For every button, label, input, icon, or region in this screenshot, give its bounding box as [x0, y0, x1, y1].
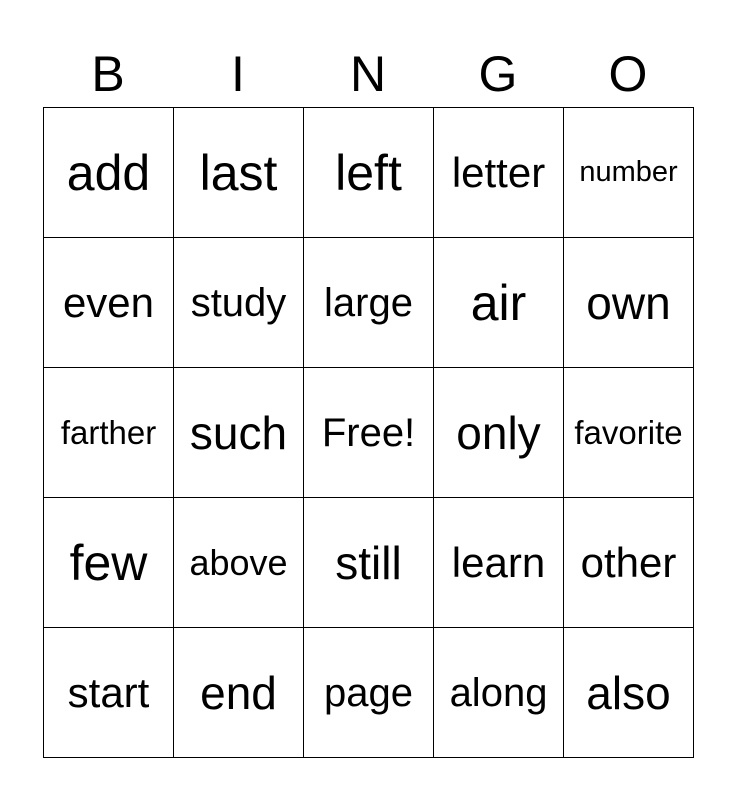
bingo-cell[interactable]: even: [44, 238, 174, 368]
bingo-header: [43, 40, 693, 108]
header-letter-n: N: [349, 46, 387, 102]
bingo-cell[interactable]: start: [44, 628, 174, 758]
bingo-cell[interactable]: other: [564, 498, 694, 628]
bingo-cell free-space[interactable]: Free!: [304, 368, 434, 498]
bingo-cell[interactable]: farther: [44, 368, 174, 498]
bingo-cell[interactable]: add: [44, 108, 174, 238]
bingo-cell[interactable]: learn: [434, 498, 564, 628]
header-letter-i: I: [231, 46, 245, 102]
header-letter-g: G: [478, 46, 518, 102]
bingo-cell[interactable]: above: [174, 498, 304, 628]
bingo-cell[interactable]: few: [44, 498, 174, 628]
bingo-cell[interactable]: end: [174, 628, 304, 758]
header-letter-o: O: [608, 46, 648, 102]
bingo-board: [43, 107, 694, 758]
bingo-cell[interactable]: also: [564, 628, 694, 758]
header-letter-b: B: [91, 46, 125, 102]
bingo-cell[interactable]: last: [174, 108, 304, 238]
bingo-cell[interactable]: only: [434, 368, 564, 498]
bingo-cell[interactable]: large: [304, 238, 434, 368]
bingo-cell[interactable]: own: [564, 238, 694, 368]
bingo-cell[interactable]: left: [304, 108, 434, 238]
bingo-cell[interactable]: still: [304, 498, 434, 628]
bingo-cell[interactable]: page: [304, 628, 434, 758]
bingo-cell[interactable]: favorite: [564, 368, 694, 498]
bingo-cell[interactable]: letter: [434, 108, 564, 238]
bingo-cell[interactable]: study: [174, 238, 304, 368]
bingo-cell[interactable]: along: [434, 628, 564, 758]
bingo-cell[interactable]: such: [174, 368, 304, 498]
bingo-cell[interactable]: number: [564, 108, 694, 238]
bingo-cell[interactable]: air: [434, 238, 564, 368]
